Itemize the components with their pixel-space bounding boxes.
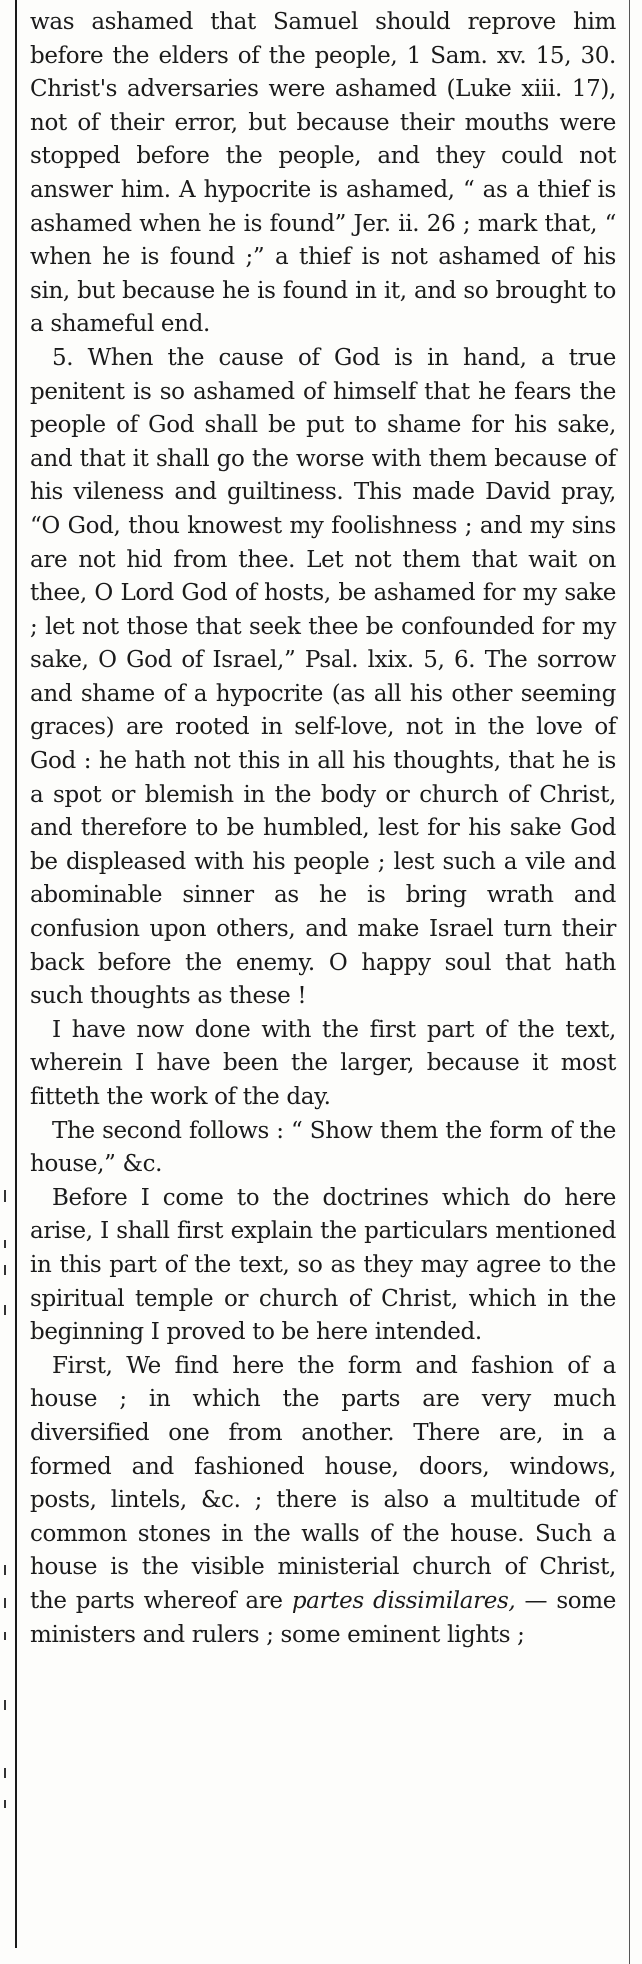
gutter-mark [4, 1190, 6, 1202]
gutter-mark [4, 1240, 6, 1248]
gutter-mark [4, 1632, 6, 1640]
paragraph-first-part-done: I have now done with the first part of the text, wherein I have been the larger, because it most fitteth the work of the day. [30, 1016, 616, 1110]
gutter-mark [4, 1305, 6, 1315]
gutter-mark [4, 1768, 6, 1778]
paragraph-point-five: 5. When the cause of God is in hand, a true penitent is so ashamed of himself that he fears the people of God shall be put to shame for his sake, and that it shall go the worse with them because of his vileness and guiltiness. This made David pray, “O God, thou knowest my foolishness ; and my sins are not hid from thee. Let not them that wait on thee, O Lord God of hosts, be ashamed for my sake ; let not those that seek thee be confounded for my sake, O God of Israel,” Psal. lxix. 5, 6. The sorrow and shame of a hypocrite (as all his other seeming graces) are rooted in self-love, not in the love of God : he hath not this in all his thoughts, that he is a spot or blemish in the body or church of Christ, and therefore to be humbled, lest for his sake God be displeased with his people ; lest such a vile and abominable sinner as he is bring wrath and confusion upon others, and make Israel turn their back before the enemy. O happy soul that hath such thoughts as these ! [30, 344, 616, 1010]
paragraph-continuation: was ashamed that Samuel should reprove him before the elders of the people, 1 Sam. xv. 15, 30. Christ's adversaries were ashamed (Luke xiii. 17), not of their error, but because their mouths were stopped before the people, and they could not answer him. A hypocrite is ashamed, “ as a thief is ashamed when he is found” Jer. ii. 26 ; mark that, “ when he is found ;” a thief is not ashamed of his sin, but because he is found in it, and so brought to a shameful end. [30, 9, 616, 338]
gutter-mark [4, 1700, 6, 1710]
paragraph-second-follows: The second follows : “ Show them the form of the house,” &c. [30, 1117, 616, 1178]
column-rule-left [15, 0, 17, 1948]
text-run: First, We find here the form and fashion of a house ; in which the parts are very much diversified one from another. There are, in a formed and fashioned house, doors, windows, posts, lintels, &c. ; there is also a multitude of common stones in the walls of the house. Such a house is the visible ministerial church of Christ, the parts whereof are [30, 1352, 616, 1614]
paragraph-form-and-fashion [30, 1350, 616, 1652]
gutter-mark [4, 1565, 6, 1575]
paragraph-explain-particulars: Before I come to the doctrines which do here arise, I shall first explain the particulars mentioned in this part of the text, so as they may agree to the spiritual temple or church of Christ, which in the beginning I proved to be here intended. [30, 1184, 616, 1346]
text-column [30, 6, 616, 1652]
gutter-mark [4, 1598, 6, 1608]
gutter-mark [4, 1800, 6, 1808]
text-run: — some ministers and rulers ; some eminent lights ; [30, 1587, 616, 1648]
column-rule-right [629, 0, 630, 1964]
latin-phrase: partes dissimilares, [291, 1587, 516, 1614]
gutter-marks [0, 0, 12, 1964]
gutter-mark [4, 1265, 6, 1275]
